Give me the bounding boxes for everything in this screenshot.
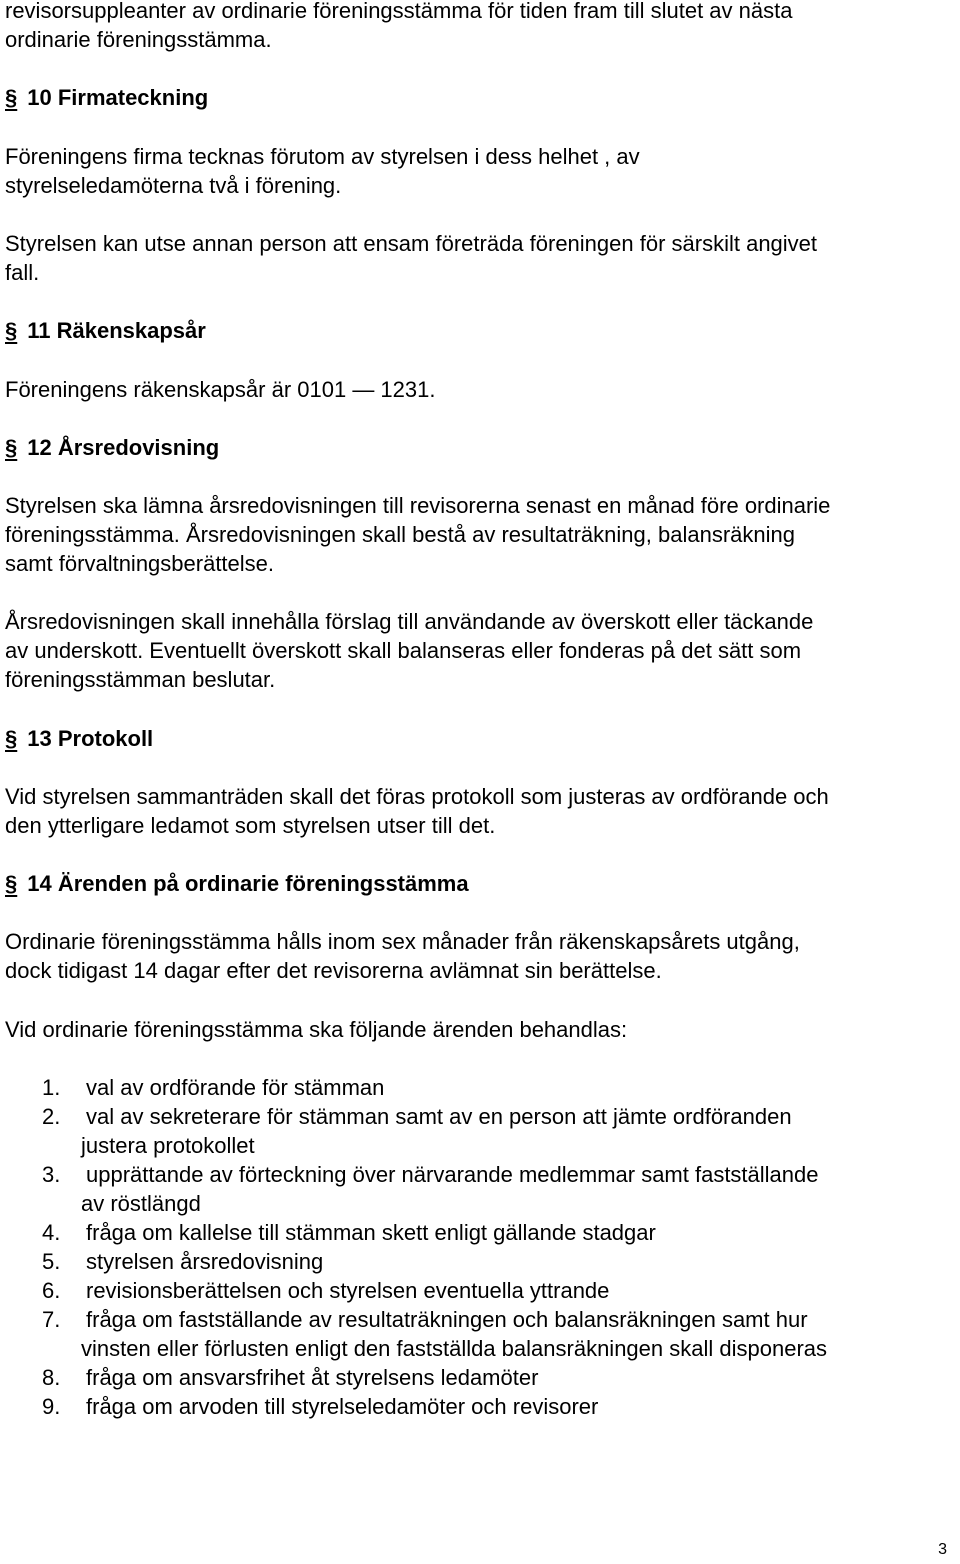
section-12-p2-line-1: Årsredovisningen skall innehålla förslag till användande av överskott eller täckande xyxy=(5,609,814,634)
section-symbol: § xyxy=(5,871,18,896)
section-10-p2-line-1: Styrelsen kan utse annan person att ensam företräda föreningen för särskilt angivet xyxy=(5,231,818,256)
list-item: 6. revisionsberättelsen och styrelsen eventuella yttrande xyxy=(42,1278,610,1303)
intro-line-2: ordinarie föreningsstämma. xyxy=(5,27,272,52)
list-item: 4. fråga om kallelse till stämman skett enligt gällande stadgar xyxy=(42,1220,656,1245)
section-14-title: 14 Ärenden på ordinarie föreningsstämma xyxy=(27,871,469,896)
list-item: 5. styrelsen årsredovisning xyxy=(42,1249,324,1274)
section-symbol: § xyxy=(5,435,18,460)
section-12-p1-line-3: samt förvaltningsberättelse. xyxy=(5,551,275,576)
section-12-p2-line-2: av underskott. Eventuellt överskott skall balanseras eller fonderas på det sätt som xyxy=(5,638,802,663)
section-10-heading xyxy=(5,83,208,112)
section-10-p1-line-2: styrelseledamöterna två i förening. xyxy=(5,173,342,198)
section-11-title: 11 Räkenskapsår xyxy=(27,318,206,343)
section-11-p1: Föreningens räkenskapsår är 0101 — 1231. xyxy=(5,377,436,402)
section-10-p1-line-1: Föreningens firma tecknas förutom av styrelsen i dess helhet , av xyxy=(5,144,640,169)
section-14-p1-line-1: Ordinarie föreningsstämma hålls inom sex månader från räkenskapsårets utgång, xyxy=(5,929,800,954)
section-13-p1-line-2: den ytterligare ledamot som styrelsen utser till det. xyxy=(5,813,496,838)
list-item: 2. val av sekreterare för stämman samt av en person att jämte ordföranden xyxy=(42,1104,792,1129)
section-14-p2: Vid ordinarie föreningsstämma ska följande ärenden behandlas: xyxy=(5,1017,628,1042)
section-10-title: 10 Firmateckning xyxy=(27,85,209,110)
list-item: 3. upprättande av förteckning över närvarande medlemmar samt fastställande xyxy=(42,1162,819,1187)
section-symbol: § xyxy=(5,726,18,751)
section-symbol: § xyxy=(5,85,18,110)
section-10-p2-line-2: fall. xyxy=(5,260,40,285)
page-number: 3 xyxy=(938,1541,947,1558)
list-item-continuation: justera protokollet xyxy=(81,1133,255,1158)
section-12-title: 12 Årsredovisning xyxy=(27,435,220,460)
section-symbol: § xyxy=(5,318,18,343)
intro-line-1: revisorsuppleanter av ordinarie föreningsstämma för tiden fram till slutet av nästa xyxy=(5,0,793,23)
list-item: 8. fråga om ansvarsfrihet åt styrelsens ledamöter xyxy=(42,1365,539,1390)
section-13-heading xyxy=(5,724,153,753)
list-item-continuation: vinsten eller förlusten enligt den fastställda balansräkningen skall disponeras xyxy=(81,1336,828,1361)
section-12-heading xyxy=(5,433,219,462)
section-12-p2-line-3: föreningsstämman beslutar. xyxy=(5,667,276,692)
section-12-p1-line-1: Styrelsen ska lämna årsredovisningen till revisorerna senast en månad före ordinarie xyxy=(5,493,831,518)
section-14-heading xyxy=(5,869,469,898)
list-item: 7. fråga om fastställande av resultaträkningen och balansräkningen samt hur xyxy=(42,1307,808,1332)
list-item: 1. val av ordförande för stämman xyxy=(42,1075,385,1100)
section-11-heading xyxy=(5,316,206,345)
section-13-title: 13 Protokoll xyxy=(27,726,154,751)
section-12-p1-line-2: föreningsstämma. Årsredovisningen skall bestå av resultaträkning, balansräkning xyxy=(5,522,795,547)
list-item-continuation: av röstlängd xyxy=(81,1191,201,1216)
section-14-p1-line-2: dock tidigast 14 dagar efter det revisorerna avlämnat sin berättelse. xyxy=(5,958,662,983)
list-item: 9. fråga om arvoden till styrelseledamöter och revisorer xyxy=(42,1394,599,1419)
section-13-p1-line-1: Vid styrelsen sammanträden skall det föras protokoll som justeras av ordförande och xyxy=(5,784,829,809)
